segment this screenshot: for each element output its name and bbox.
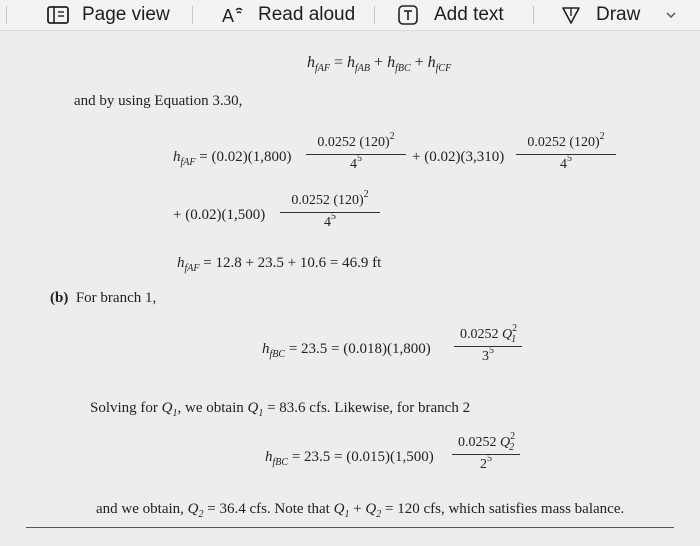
document-page: $h_{fAF} = h_{fAB} + h_{fBC} + h_{fCF}$ and by using Equation 3.30, $h_{fAF} = (0.02)(1,800)$ 0.0252 $(120)^2$ $4^5$ + (0.02)(3,310) 0.0252 $(120)^2$ $4^5$ + (0.02)(1,500) 0.0252 $(120)^2$ $4^5$ $h_{fAF} = 12.8 + 23.5 + 10.6 = 46.9$ ft (b) For branch 1, $h_{fBC} = 23.5 = (0.018)(1,800)$ 0.0252 $Q^2_1$ $3^5$ Solving for $Q_1$, we obtain $Q_1 = 83.6$ cfs. Likewise, for branch 2 $h_{fBC} = 23.5 = (0.015)(1,500)$ 0.0252 $Q^2_2$ $2^5$ and we obtain, $Q_2 = 36.4$ cfs. Note that $Q_1 + Q_2 = 120$ cfs, which satisfies mass balance. — [0, 31, 700, 546]
page-divider — [26, 527, 674, 528]
toolbar-divider — [374, 6, 375, 24]
page-view-button[interactable] — [44, 0, 170, 30]
final-text: and we obtain, $Q_2 = 36.4$ cfs. Note that $Q_1 + Q_2 = 120$ cfs, which satisfies mass balance. — [96, 501, 625, 520]
read-aloud-icon — [220, 4, 246, 26]
draw-button[interactable] — [560, 0, 640, 30]
toolbar-divider — [533, 6, 534, 24]
toolbar-divider — [192, 6, 193, 24]
intro-text: and by using Equation 3.30, — [74, 93, 243, 109]
draw-pen-icon — [560, 4, 582, 26]
draw-label: Draw — [596, 4, 641, 25]
fraction: 0.0252 $(120)^2$ $4^5$ — [280, 191, 380, 234]
page-view-icon — [44, 5, 72, 25]
toolbar — [0, 0, 700, 31]
chevron-down-icon — [664, 8, 678, 22]
add-text-icon — [397, 4, 419, 26]
fraction: 0.0252 $Q^2_2$ $2^5$ — [452, 433, 520, 476]
toolbar-divider — [6, 6, 7, 24]
add-text-button[interactable] — [397, 0, 504, 30]
equation-head-loss-sum: $h_{fAF} = h_{fAB} + h_{fBC} + h_{fCF}$ — [307, 54, 452, 74]
solving-text: Solving for $Q_1$, we obtain $Q_1 = 83.6$ cfs. Likewise, for branch 2 — [90, 400, 471, 419]
add-text-label: Add text — [434, 4, 504, 25]
fraction: 0.0252 $(120)^2$ $4^5$ — [516, 133, 616, 176]
equation-haf-result: $h_{fAF} = 12.8 + 23.5 + 10.6 = 46.9$ ft — [177, 255, 382, 274]
read-aloud-button[interactable] — [220, 0, 355, 30]
read-aloud-label: Read aloud — [258, 4, 356, 25]
page-view-label: Page view — [82, 4, 170, 25]
draw-dropdown[interactable] — [664, 0, 678, 30]
svg-text:A: A — [222, 6, 235, 26]
fraction: 0.0252 $Q^2_1$ $3^5$ — [454, 325, 522, 368]
fraction: 0.0252 $(120)^2$ $4^5$ — [306, 133, 406, 176]
branch-label: (b) For branch 1, — [50, 290, 157, 306]
